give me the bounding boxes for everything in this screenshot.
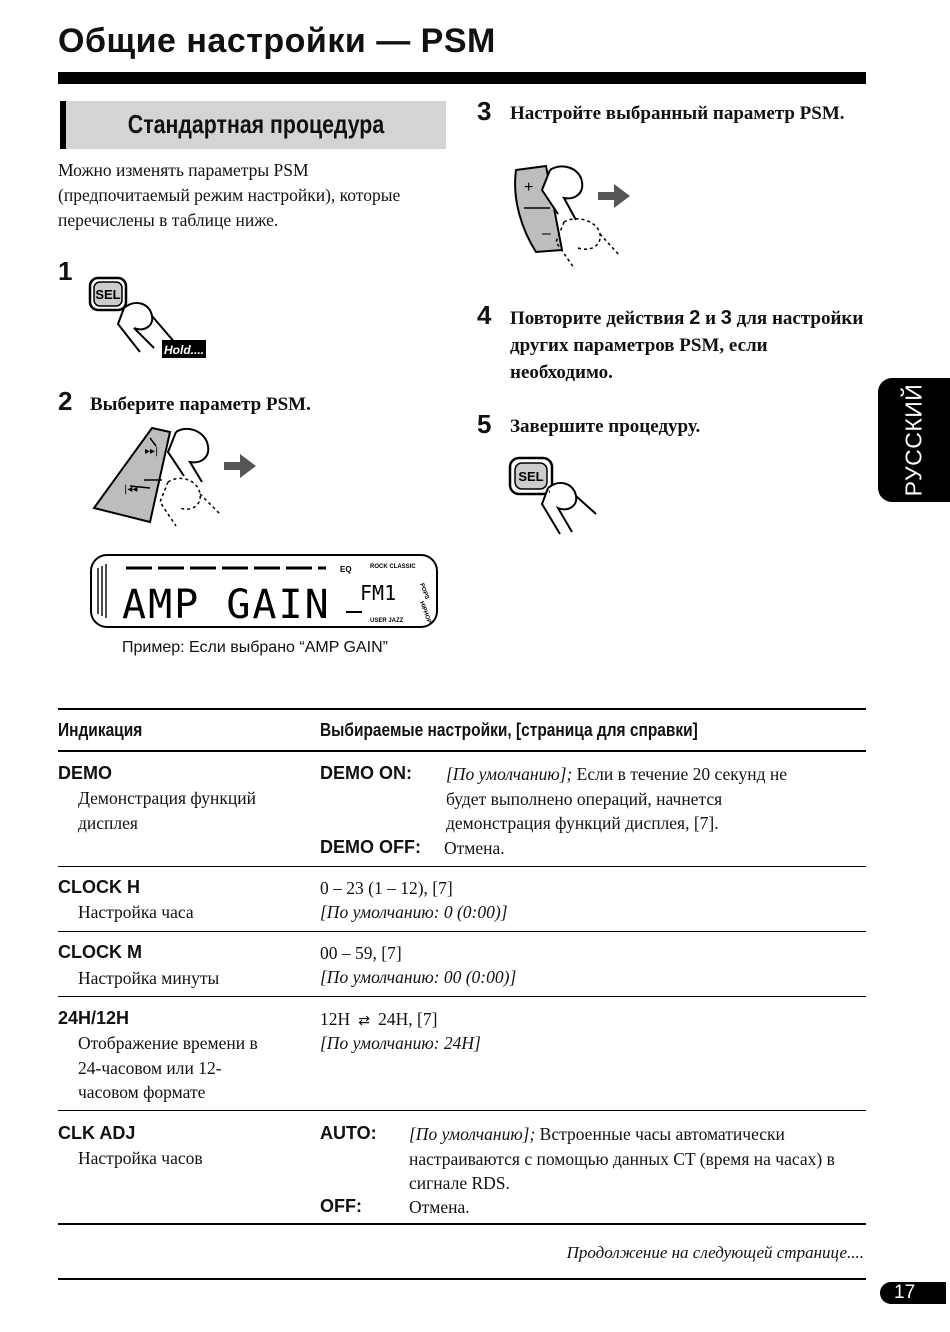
finger-icon (168, 429, 208, 482)
row-clk-adj-auto-default: [По умолчанию]; (409, 1124, 536, 1144)
step-4-ref-2: 2 (689, 307, 701, 329)
step-2-number: 2 (58, 386, 73, 416)
sel-button-label: SEL (518, 469, 544, 484)
row-demo-on-default: [По умолчанию]; (446, 764, 573, 784)
lcd-display (90, 554, 440, 630)
lcd-eq-label: EQ (340, 565, 352, 574)
section-heading-text: Стандартная процедура (127, 109, 385, 139)
row-24h-desc: Отображение времени в 24-часовом или 12-часовом формате (78, 1033, 258, 1102)
intro-paragraph: Можно изменять параметры PSM (предпочитаемый режим настройки), которые перечислены в таблице ниже. (58, 160, 401, 230)
step-4-text-a: Повторите действия (510, 308, 690, 329)
footer-rule (58, 1278, 866, 1280)
lcd-band-text: FM1 (360, 581, 397, 605)
step-3-number: 3 (477, 96, 492, 126)
lcd-caption: Пример: Если выбрано “AMP GAIN” (122, 639, 388, 656)
select-param-illustration (90, 422, 260, 534)
title-rule (58, 72, 866, 84)
swap-arrows-icon: ⇄ (358, 1013, 370, 1029)
row-demo-off-label: DEMO OFF: (320, 837, 421, 857)
lcd-rock-classic: ROCK CLASSIC (370, 564, 416, 570)
step-4-text-b: и (700, 308, 721, 329)
step-5-number: 5 (477, 409, 492, 439)
row-clock-h-key: CLOCK H (58, 877, 140, 897)
hold-label: Hold.... (164, 343, 204, 357)
prev-track-icon: |◂◂ (124, 484, 138, 495)
row-24h-option-12h: 12H (320, 1009, 351, 1029)
adjust-param-illustration (506, 160, 656, 272)
row-clk-adj-auto-text: Встроенные часы автоматически настраиваются с помощью данных CT (время на часах) в сигнале RDS. (409, 1124, 835, 1193)
sel-press-illustration (506, 452, 616, 542)
table-header-rule (58, 750, 866, 752)
finger-edge (152, 316, 176, 344)
row-clock-m-key: CLOCK M (58, 942, 142, 962)
row-demo-on-label: DEMO ON: (320, 763, 412, 783)
row-demo-on-text: Если в течение 20 секунд не будет выполнено операций, начнется демонстрация функций дисплея, [7]. (446, 764, 788, 833)
table-bottom-rule (58, 1223, 866, 1225)
finger-ghost-icon (556, 219, 620, 268)
arrow-right-icon (224, 454, 256, 478)
row-24h-default: [По умолчанию: 24H] (320, 1033, 481, 1053)
next-track-icon: ▸▸| (145, 446, 159, 457)
finger-icon (118, 303, 154, 352)
step-2-text: Выберите параметр PSM. (90, 394, 311, 415)
row-clk-adj-off-value: Отмена. (409, 1197, 470, 1217)
row-clock-m-default: [По умолчанию: 00 (0:00)] (320, 967, 517, 987)
lcd-main-text: AMP GAIN (122, 582, 331, 628)
row-divider (58, 866, 866, 867)
sel-hold-illustration (84, 268, 224, 364)
arrow-right-icon (598, 184, 630, 208)
sel-button-label: SEL (95, 287, 121, 302)
section-heading (60, 101, 446, 149)
step-1-number: 1 (58, 256, 73, 286)
row-divider (58, 931, 866, 932)
row-24h-option-24h: 24H, [7] (378, 1009, 438, 1029)
step-4-number: 4 (477, 300, 492, 330)
step-4-ref-3: 3 (720, 307, 732, 329)
row-clk-adj-auto-label: AUTO: (320, 1123, 377, 1143)
row-divider (58, 996, 866, 997)
row-demo-on-value (446, 762, 816, 836)
row-clock-m-range: 00 – 59, [7] (320, 943, 402, 963)
row-divider (58, 1110, 866, 1111)
row-clk-adj-key: CLK ADJ (58, 1123, 136, 1143)
row-24h-key: 24H/12H (58, 1008, 130, 1028)
row-clock-h-desc: Настройка часа (78, 902, 194, 922)
language-tab (878, 378, 950, 502)
page-title: Общие настройки — PSM (58, 22, 496, 60)
finger-ghost-icon (160, 478, 220, 526)
row-clk-adj-desc: Настройка часов (78, 1148, 203, 1168)
plus-sign: + (524, 179, 534, 196)
row-clk-adj-off-label: OFF: (320, 1196, 362, 1216)
continued-note: Продолжение на следующей странице.... (566, 1243, 864, 1262)
lcd-user-jazz: USER JAZZ (370, 618, 404, 624)
lcd-hiphop: HIPHOP (418, 600, 432, 625)
control-knob-body (94, 428, 170, 522)
minus-sign: – (542, 225, 551, 242)
finger-icon (542, 483, 596, 534)
step-5-text: Завершите процедуру. (510, 416, 701, 437)
step-3-text: Настройте выбранный параметр PSM. (510, 103, 845, 124)
lcd-pops: POPS (418, 582, 430, 601)
row-clock-h-default: [По умолчанию: 0 (0:00)] (320, 902, 508, 922)
step-4-text (510, 305, 870, 386)
language-tab-label: РУССКИЙ (900, 383, 927, 497)
row-clock-h-range: 0 – 23 (1 – 12), [7] (320, 878, 453, 898)
row-demo-off-value: Отмена. (444, 838, 505, 858)
row-clock-m-desc: Настройка минуты (78, 968, 220, 988)
row-demo-desc: Демонстрация функций дисплея (78, 788, 257, 833)
row-demo-key: DEMO (58, 763, 112, 783)
row-clk-adj-auto-value (409, 1122, 849, 1196)
table-header-indication: Индикация (58, 720, 143, 740)
step-4-text-c: для настройки других параметров PSM, если необходимо. (510, 308, 864, 383)
table-header-settings: Выбираемые настройки, [страница для справки] (320, 720, 698, 740)
row-24h-options (320, 1007, 437, 1034)
table-top-rule (58, 708, 866, 710)
page-number: 17 (894, 1282, 916, 1303)
page-number-badge (880, 1282, 946, 1304)
